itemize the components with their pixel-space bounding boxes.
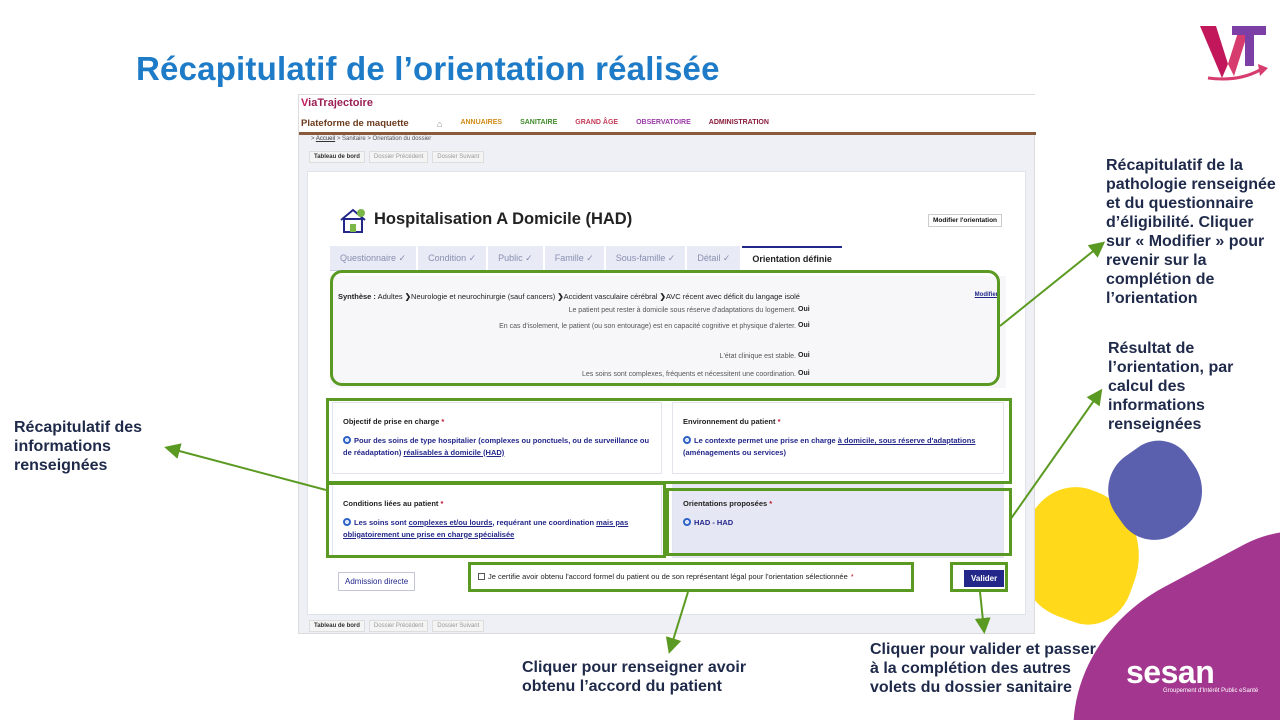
question-answer: Oui <box>798 370 810 377</box>
dossier-toolbar-bottom <box>309 620 484 632</box>
previous-dossier-button[interactable]: Dossier Précédent <box>369 620 428 632</box>
main-nav <box>437 119 769 129</box>
conditions-heading: Conditions liées au patient * <box>343 499 444 508</box>
validate-button[interactable]: Valider <box>964 570 1004 587</box>
nav-annuaires[interactable]: ANNUAIRES <box>460 119 503 126</box>
question-answer: Oui <box>798 352 810 359</box>
platform-name: Plateforme de maquette <box>301 118 409 129</box>
brand-name: iaTrajectoire <box>308 97 373 109</box>
annotation-accord: Cliquer pour renseigner avoir obtenu l’accord du patient <box>522 659 747 695</box>
objectif-heading: Objectif de prise en charge * <box>343 417 445 426</box>
synthese-step: AVC récent avec déficit du langage isolé <box>665 292 800 301</box>
question-text: En cas d'isolement, le patient (ou son entourage) est en capacité cognitive et physique d'alerter. <box>499 323 796 330</box>
home-icon[interactable]: ⌂ <box>437 119 443 129</box>
question-text: Le patient peut rester à domicile sous réserve d'adaptations du logement. <box>568 307 796 314</box>
environnement-value[interactable]: Le contexte permet une prise en charge à domicile, sous réserve d'adaptations (aménagements ou services) <box>683 436 976 457</box>
next-dossier-button[interactable]: Dossier Suivant <box>432 620 484 632</box>
highlight-objectif-environnement <box>326 398 1012 484</box>
tab-public[interactable]: Public ✓ <box>488 246 543 270</box>
modify-orientation-button[interactable]: Modifier l'orientation <box>928 214 1002 227</box>
tab-questionnaire[interactable]: Questionnaire ✓ <box>330 246 416 270</box>
synthese-path: Synthèse : Adultes ❯Neurologie et neurochirurgie (sauf cancers) ❯Accident vasculaire cérébral ❯AVC récent avec déficit du langage isolé <box>338 292 800 301</box>
certify-label: Je certifie avoir obtenu l'accord formel du patient ou de son représentant légal pour l'orientation sélectionnée <box>488 572 848 581</box>
highlight-conditions <box>326 482 666 558</box>
next-dossier-button[interactable]: Dossier Suivant <box>432 151 484 163</box>
sesan-logo-subtitle: Groupement d'Intérêt Public eSanté <box>1163 688 1259 694</box>
synthese-modify-link[interactable]: Modifier <box>974 292 998 298</box>
orientations-heading: Orientations proposées * <box>683 499 773 508</box>
question-text: L'état clinique est stable. <box>719 353 796 360</box>
highlight-validate <box>950 562 1008 592</box>
sesan-logo: sesan <box>1126 654 1215 690</box>
tab-famille[interactable]: Famille ✓ <box>545 246 604 270</box>
objectif-value[interactable]: Pour des soins de type hospitalier (complexes ou ponctuels, ou de surveillance ou de réadaptation) réalisables à domicile (HAD) <box>343 436 650 457</box>
page-title: Hospitalisation A Domicile (HAD) <box>374 210 633 228</box>
environnement-heading: Environnement du patient * <box>683 417 781 426</box>
step-tabs <box>330 246 842 270</box>
annotation-valider: Cliquer pour valider et passer à la complétion des autres volets du dossier sanitaire <box>870 641 1096 696</box>
annotation-resultat: Résultat de l’orientation, par calcul des informations renseignées <box>1108 340 1234 433</box>
nav-grand-age[interactable]: GRAND ÂGE <box>575 119 619 126</box>
question-answer: Oui <box>798 306 810 313</box>
dossier-toolbar-top <box>309 151 484 163</box>
previous-dossier-button[interactable]: Dossier Précédent <box>369 151 428 163</box>
tab-detail[interactable]: Détail ✓ <box>687 246 740 270</box>
breadcrumb: > Accueil > Sanitaire > Orientation du dossier <box>311 136 432 142</box>
question-answer: Oui <box>798 322 810 329</box>
viatrajectoire-logo <box>1198 20 1270 84</box>
highlight-orientations <box>666 488 1012 556</box>
synthese-step: Accident vasculaire cérébral <box>563 292 658 301</box>
highlight-certify <box>468 562 914 592</box>
breadcrumb-rest: > Sanitaire > Orientation du dossier <box>335 136 432 142</box>
conditions-value[interactable]: Les soins sont complexes et/ou lourds, requérant une coordination mais pas obligatoirement une prise en charge spécialisée <box>343 518 629 539</box>
slide-title: Récapitulatif de l’orientation réalisée <box>136 50 720 87</box>
breadcrumb-home[interactable]: Accueil <box>315 136 336 142</box>
orientation-option[interactable]: HAD - HAD <box>683 517 733 529</box>
app-brand <box>301 97 373 109</box>
annotation-informations: Récapitulatif des informations renseignées <box>14 419 143 474</box>
tab-sous-famille[interactable]: Sous-famille ✓ <box>606 246 686 270</box>
nav-administration[interactable]: ADMINISTRATION <box>708 119 769 126</box>
synthese-label: Synthèse : <box>338 292 376 301</box>
house-icon <box>338 206 368 234</box>
tab-condition[interactable]: Condition ✓ <box>418 246 486 270</box>
dashboard-button[interactable]: Tableau de bord <box>309 151 365 163</box>
brand-v: V <box>301 97 309 109</box>
highlight-synthese <box>330 270 1000 386</box>
tab-orientation-definie[interactable]: Orientation définie <box>742 246 842 270</box>
synthese-step: Adultes <box>377 292 403 301</box>
app-header <box>299 95 1036 135</box>
annotation-synthese: Récapitulatif de la pathologie renseignée et du questionnaire d’éligibilité. Cliquer sur « Modifier » pour revenir sur la complétion de l’orientation <box>1106 157 1276 307</box>
dashboard-button[interactable]: Tableau de bord <box>309 620 365 632</box>
nav-sanitaire[interactable]: SANITAIRE <box>520 119 558 126</box>
admission-directe-button[interactable]: Admission directe <box>338 572 415 591</box>
question-text: Les soins sont complexes, fréquents et nécessitent une coordination. <box>581 371 796 378</box>
synthese-step: Neurologie et neurochirurgie (sauf cancers) <box>411 292 556 301</box>
nav-observatoire[interactable]: OBSERVATOIRE <box>636 119 691 126</box>
certify-consent[interactable]: Je certifie avoir obtenu l'accord formel du patient ou de son représentant légal pour l'orientation sélectionnée * <box>478 572 854 581</box>
